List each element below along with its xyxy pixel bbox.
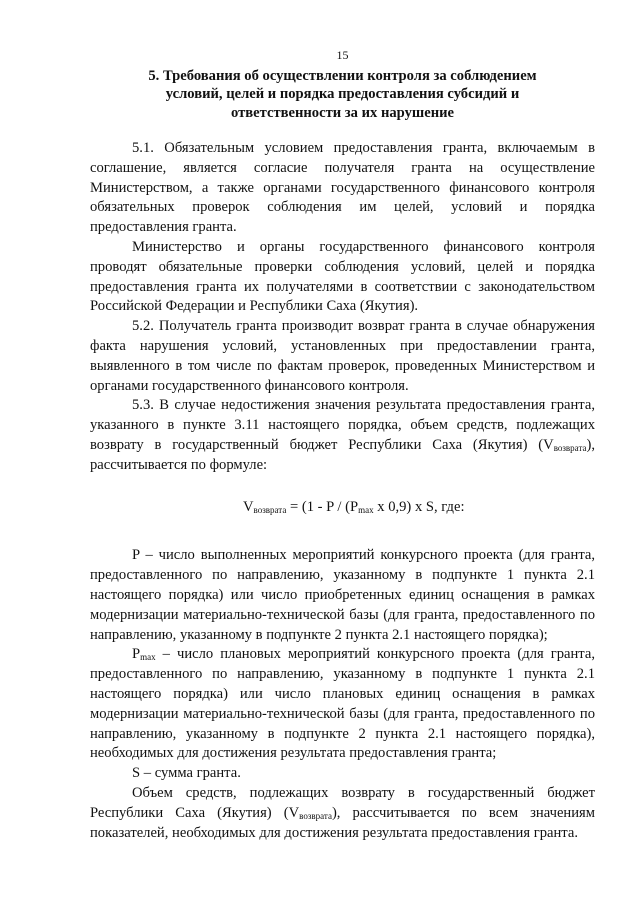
paragraph-5-3-text-start: 5.3. В случае недостижения значения результата предоставления гранта, указанного в пункте 3.11 настоящего порядка, объем средств, подлежащих возврату в государственный бюджет Республики Саха (Якутия) (V [90,397,595,453]
paragraph-5-3-text-end: ), рассчитывается по формуле: [90,436,595,473]
formula-end: x 0,9) x S, где: [373,498,465,515]
definition-s: S – сумма гранта. [132,765,241,782]
definition-p: P – число выполненных мероприятий конкурсного проекта (для гранта, предоставленного по направлению, указанному в подпункте 1 пункта 2.1 настоящего порядка) или число приобретенных единиц оснащения в рамках модернизации материально-технической базы (для гранта, предоставленного по направлению, указанному в подпункте 2 пункта 2.1 настоящего порядка); [90,547,595,643]
paragraph-final-text-end: ), рассчитывается по всем значениям показателей, необходимых для достижения результата предоставления гранта. [90,804,596,841]
section-title-line-2: условий, целей и порядка предоставления субсидий и [165,86,520,103]
paragraph-5-3-subscript: возврата [553,442,587,453]
formula-p-subscript: max [358,504,374,515]
paragraph-final-text-start: Объем средств, подлежащих возврату в государственный бюджет Республики Саха (Якутия) (V [90,784,595,821]
definition-pmax-variable: P [132,646,141,663]
paragraph-5-2: 5.2. Получатель гранта производит возврат гранта в случае обнаружения факта нарушения условий, установленных при предоставлении гранта, выявленного в том числе по фактам проверок, проведенных Министерством и органами государственного финансового контроля. [90,318,595,394]
refund-formula [90,498,595,518]
formula-v: V [243,498,254,515]
paragraph-inspections: Министерство и органы государственного финансового контроля проводят обязательные проверки соблюдения условий, целей и порядка предоставления гранта их получателями в соответствии с законодательством Российской Федерации и Республики Саха (Якутия). [90,238,595,315]
paragraph-5-3 [90,396,595,475]
formula-middle: = (1 - P / (P [286,498,359,515]
page-number: 15 [336,48,349,62]
formula-v-subscript: возврата [253,504,287,515]
section-title [90,67,595,122]
definition-pmax [90,645,595,764]
definition-pmax-subscript: max [140,652,156,663]
definition-pmax-text: – число плановых мероприятий конкурсного проекта (для гранта, предоставленного по направлению, указанному в подпункте 1 пункта 2.1 настоящего порядка) или число плановых единиц оснащения в рамках модернизации материально-технической базы (для гранта, предоставленного по направлению, указанному в подпункте 2 пункта 2.1 настоящего порядка), необходимых для достижения результата предоставления гранта; [90,646,595,762]
section-title-line-1: 5. Требования об осуществлении контроля за соблюдением [148,68,537,84]
paragraph-final [90,784,595,843]
section-title-line-3: ответственности за их нарушение [231,104,454,121]
document-body [90,139,595,843]
paragraph-5-1: 5.1. Обязательным условием предоставления гранта, включаемым в соглашение, является согласие получателя гранта на осуществление Министерством, а также органами государственного финансового контроля обязательных проверок соблюдения им целей, условий и порядка предоставления гранта. [90,140,595,236]
paragraph-final-subscript: возврата [299,810,332,821]
